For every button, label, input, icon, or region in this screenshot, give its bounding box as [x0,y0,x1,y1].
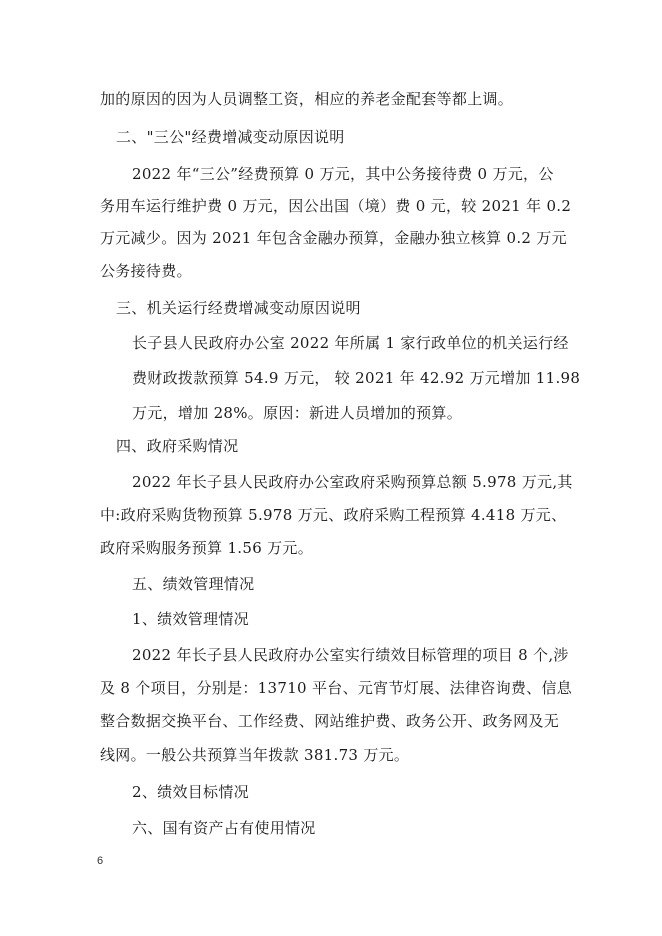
body-text-line: 费财政拨款预算 54.9 万元， 较 2021 年 42.92 万元增加 11.98 [132,369,581,387]
body-text-line: 万元，增加 28%。原因：新进人员增加的预算。 [132,404,463,422]
body-text-line: 线网。一般公共预算当年拨款 381.73 万元。 [100,746,410,764]
section-heading: 五、绩效管理情况 [132,575,255,593]
body-text-line: 务用车运行维护费 0 万元，因公出国（境）费 0 元，较 2021 年 0.2 [100,197,572,215]
body-text-line: 及 8 个项目，分别是：13710 平台、元宵节灯展、法律咨询费、信息 [100,679,573,697]
page-number: 6 [97,855,104,867]
section-heading: 二、"三公"经费增减变动原因说明 [116,128,345,146]
body-text-line: 长子县人民政府办公室 2022 年所属 1 家行政单位的机关运行经 [132,334,569,352]
subsection-heading: 2、绩效目标情况 [132,783,249,801]
body-text-line: 整合数据交换平台、工作经费、网站维护费、政务公开、政务网及无 [100,712,560,730]
body-text-line: 2022 年“三公”经费预算 0 万元，其中公务接待费 0 万元，公 [132,165,554,183]
body-text-line: 加的原因的因为人员调整工资，相应的养老金配套等都上调。 [100,90,514,108]
section-heading: 六、国有资产占有使用情况 [132,819,316,837]
body-text-line: 2022 年长子县人民政府办公室实行绩效目标管理的项目 8 个,涉 [132,646,569,664]
body-text-line: 中:政府采购货物预算 5.978 万元、政府采购工程预算 4.418 万元、 [100,506,567,524]
body-text-line: 2022 年长子县人民政府办公室政府采购预算总额 5.978 万元,其 [132,473,573,491]
body-text-line: 万元减少。因为 2021 年包含金融办预算，金融办独立核算 0.2 万元 [100,229,567,247]
body-text-line: 政府采购服务预算 1.56 万元。 [100,539,314,557]
section-heading: 四、政府采购情况 [116,437,239,455]
subsection-heading: 1、绩效管理情况 [132,610,249,628]
section-heading: 三、机关运行经费增减变动原因说明 [116,299,361,317]
body-text-line: 公务接待费。 [100,262,192,280]
